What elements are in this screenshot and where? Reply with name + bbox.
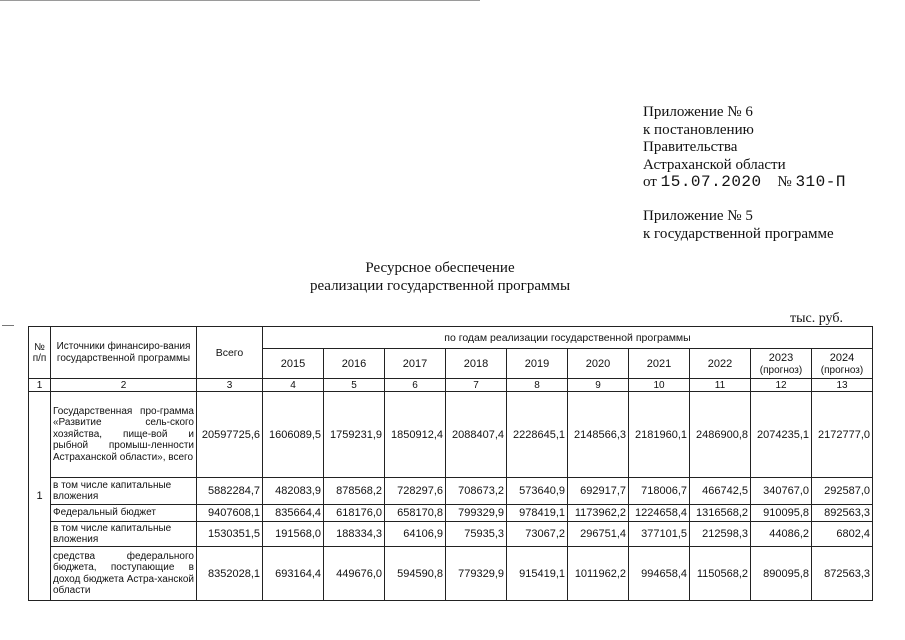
row-value: 708673,2 xyxy=(446,478,507,505)
header-year: 2019 xyxy=(507,349,568,379)
row-value: 728297,6 xyxy=(385,478,446,505)
row-value: 718006,7 xyxy=(629,478,690,505)
appendix-5-block xyxy=(643,208,834,243)
column-index: 8 xyxy=(507,379,568,392)
row-value: 799329,9 xyxy=(446,505,507,522)
row-value: 296751,4 xyxy=(568,522,629,547)
row-value: 2172777,0 xyxy=(812,392,873,478)
row-value: 618176,0 xyxy=(324,505,385,522)
row-value: 73067,2 xyxy=(507,522,568,547)
appendix-6-line3: Правительства xyxy=(643,139,738,156)
row-value: 2486900,8 xyxy=(690,392,751,478)
row-value: 573640,9 xyxy=(507,478,568,505)
row-value: 44086,2 xyxy=(751,522,812,547)
forecast-label: (прогноз) xyxy=(820,364,864,376)
column-index: 4 xyxy=(263,379,324,392)
column-index: 12 xyxy=(751,379,812,392)
header-year-forecast xyxy=(751,349,812,379)
resolution-date: 15.07.2020 xyxy=(660,173,762,192)
row-value: 340767,0 xyxy=(751,478,812,505)
year-label: 2023 xyxy=(768,351,794,364)
header-year: 2021 xyxy=(629,349,690,379)
year-label: 2024 xyxy=(829,351,855,364)
header-total: Всего xyxy=(197,327,263,379)
header-year: 2016 xyxy=(324,349,385,379)
row-total: 8352028,1 xyxy=(197,547,263,601)
row-value: 915419,1 xyxy=(507,547,568,601)
table-row xyxy=(29,392,873,478)
row-total: 5882284,7 xyxy=(197,478,263,505)
row-value: 482083,9 xyxy=(263,478,324,505)
column-index: 3 xyxy=(197,379,263,392)
row-value: 978419,1 xyxy=(507,505,568,522)
appendix-5-line2: к государственной программе xyxy=(643,225,834,242)
row-value: 2088407,4 xyxy=(446,392,507,478)
header-year: 2017 xyxy=(385,349,446,379)
row-value: 835664,4 xyxy=(263,505,324,522)
row-value: 2181960,1 xyxy=(629,392,690,478)
appendix-6-line4: Астраханской области xyxy=(643,156,786,173)
column-index: 9 xyxy=(568,379,629,392)
row-value: 466742,5 xyxy=(690,478,751,505)
header-year: 2015 xyxy=(263,349,324,379)
row-value: 1224658,4 xyxy=(629,505,690,522)
table-row xyxy=(29,505,873,522)
row-value: 779329,9 xyxy=(446,547,507,601)
table-row xyxy=(29,547,873,601)
column-index: 2 xyxy=(51,379,197,392)
row-value: 2228645,1 xyxy=(507,392,568,478)
row-total: 20597725,6 xyxy=(197,392,263,478)
row-source: в том числе капитальные вложения xyxy=(51,522,197,547)
header-source: Источники финансиро-вания государственной программы xyxy=(51,327,197,379)
row-value: 1316568,2 xyxy=(690,505,751,522)
row-value: 2148566,3 xyxy=(568,392,629,478)
header-row-1 xyxy=(29,327,873,349)
row-value: 692917,7 xyxy=(568,478,629,505)
row-value: 1173962,2 xyxy=(568,505,629,522)
scan-top-border xyxy=(0,0,480,1)
date-prefix: от xyxy=(643,174,657,191)
row-value: 658170,8 xyxy=(385,505,446,522)
row-value: 1150568,2 xyxy=(690,547,751,601)
row-source: Федеральный бюджет xyxy=(51,505,197,522)
row-value: 377101,5 xyxy=(629,522,690,547)
column-index-row xyxy=(29,379,873,392)
row-value: 994658,4 xyxy=(629,547,690,601)
row-value: 188334,3 xyxy=(324,522,385,547)
unit-label: тыс. руб. xyxy=(790,311,843,326)
row-value: 191568,0 xyxy=(263,522,324,547)
row-value: 449676,0 xyxy=(324,547,385,601)
row-source: средства федерального бюджета, поступающие в доход бюджета Астра-ханской области xyxy=(51,547,197,601)
table-row xyxy=(29,522,873,547)
row-value: 1011962,2 xyxy=(568,547,629,601)
row-value: 1759231,9 xyxy=(324,392,385,478)
table-row xyxy=(29,478,873,505)
row-total: 9407608,1 xyxy=(197,505,263,522)
column-index: 10 xyxy=(629,379,690,392)
row-value: 1850912,4 xyxy=(385,392,446,478)
appendix-6-block xyxy=(643,104,846,192)
row-value: 2074235,1 xyxy=(751,392,812,478)
margin-mark xyxy=(2,325,14,326)
row-value: 6802,4 xyxy=(812,522,873,547)
header-year: 2018 xyxy=(446,349,507,379)
header-year: 2020 xyxy=(568,349,629,379)
header-num: № п/п xyxy=(29,327,51,379)
appendix-6-line2: к постановлению xyxy=(643,121,754,138)
header-year: 2022 xyxy=(690,349,751,379)
resolution-number: 310-П xyxy=(795,173,846,192)
column-index: 11 xyxy=(690,379,751,392)
column-index: 6 xyxy=(385,379,446,392)
row-value: 212598,3 xyxy=(690,522,751,547)
column-index: 13 xyxy=(812,379,873,392)
row-value: 878568,2 xyxy=(324,478,385,505)
row-value: 892563,3 xyxy=(812,505,873,522)
row-value: 910095,8 xyxy=(751,505,812,522)
resource-table xyxy=(28,326,873,601)
header-by-year: по годам реализации государственной программы xyxy=(263,327,873,349)
row-value: 64106,9 xyxy=(385,522,446,547)
column-index: 5 xyxy=(324,379,385,392)
row-value: 890095,8 xyxy=(751,547,812,601)
row-value: 75935,3 xyxy=(446,522,507,547)
appendix-5-line1: Приложение № 5 xyxy=(643,208,753,224)
column-index: 7 xyxy=(446,379,507,392)
number-sign: № xyxy=(777,174,792,191)
column-index: 1 xyxy=(29,379,51,392)
row-value: 594590,8 xyxy=(385,547,446,601)
row-source: в том числе капитальные вложения xyxy=(51,478,197,505)
group-number: 1 xyxy=(29,392,51,601)
row-source: Государственная про-грамма «Развитие сель-ского хозяйства, пище-вой и рыбной промыш-ленности Астраханской области», всего xyxy=(51,392,197,478)
title-line1: Ресурсное обеспечение xyxy=(365,260,515,276)
row-value: 1606089,5 xyxy=(263,392,324,478)
appendix-6-line1: Приложение № 6 xyxy=(643,104,753,120)
title-line2: реализации государственной программы xyxy=(309,278,571,294)
document-title xyxy=(260,259,620,295)
header-year-forecast xyxy=(812,349,873,379)
row-value: 292587,0 xyxy=(812,478,873,505)
row-total: 1530351,5 xyxy=(197,522,263,547)
forecast-label: (прогноз) xyxy=(759,364,803,376)
row-value: 693164,4 xyxy=(263,547,324,601)
appendix-6-date-line xyxy=(643,174,846,192)
row-value: 872563,3 xyxy=(812,547,873,601)
